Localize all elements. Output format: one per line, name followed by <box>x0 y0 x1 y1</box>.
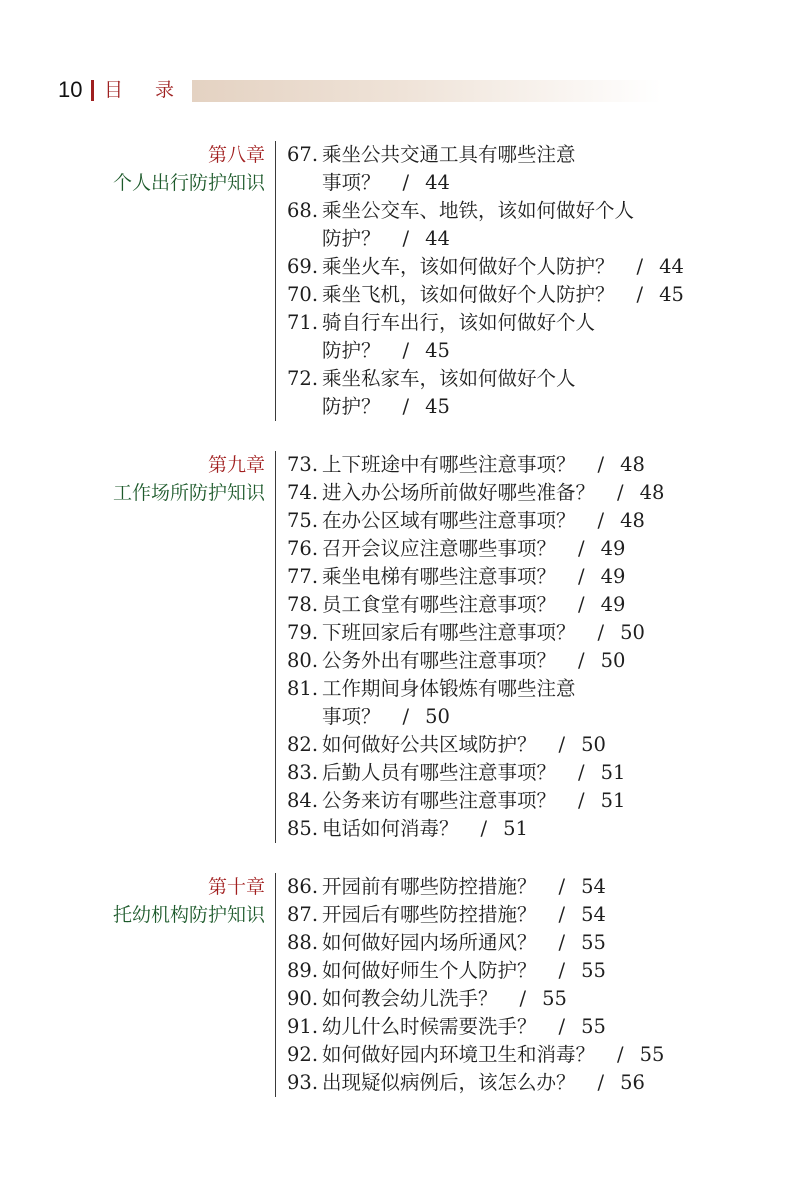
entry-number: 79. <box>287 621 319 644</box>
chapter-heading <box>0 873 265 1097</box>
toc-entry <box>287 1013 664 1041</box>
toc-entry-line <box>287 451 664 479</box>
toc-entry <box>287 591 664 619</box>
page-separator: / <box>558 903 566 926</box>
entry-number: 75. <box>287 509 319 532</box>
entry-number: 69. <box>287 255 319 278</box>
table-of-contents <box>0 141 800 1127</box>
toc-entry-line <box>287 535 664 563</box>
entry-number: 84. <box>287 789 319 812</box>
chapter-title: 工作场所防护知识 <box>112 482 265 504</box>
page-separator: / <box>402 705 410 728</box>
entry-page-number: 51 <box>600 761 626 784</box>
toc-entry-line <box>287 957 664 985</box>
entry-page-number: 49 <box>600 593 626 616</box>
entry-title: 公务来访有哪些注意事项？ <box>322 789 557 812</box>
page-separator: / <box>578 789 585 812</box>
toc-entry <box>287 901 664 929</box>
entry-number: 87. <box>287 903 319 926</box>
page-separator: / <box>558 733 566 756</box>
toc-entry <box>287 731 664 759</box>
toc-entry-line <box>287 337 684 365</box>
toc-entry <box>287 647 664 675</box>
entry-number: 77. <box>287 565 319 588</box>
toc-entry <box>287 197 684 253</box>
entry-number: 85. <box>287 817 319 840</box>
toc-entry <box>287 365 684 421</box>
chapter-entries <box>275 873 664 1097</box>
chapter-heading <box>0 451 265 843</box>
page-separator: / <box>617 481 624 504</box>
toc-entry-line <box>287 393 684 421</box>
entry-page-number: 48 <box>639 481 665 504</box>
entry-title: 事项？ <box>322 171 381 194</box>
toc-entry-line <box>287 591 664 619</box>
toc-entry-line <box>287 141 684 169</box>
entry-number: 92. <box>287 1043 319 1066</box>
chapter-entries <box>275 451 664 843</box>
entry-page-number: 50 <box>425 705 450 728</box>
entry-page-number: 44 <box>425 171 450 194</box>
entry-title: 召开会议应注意哪些事项？ <box>322 537 557 560</box>
chapter-section <box>0 873 800 1097</box>
entry-title: 幼儿什么时候需要洗手？ <box>322 1015 537 1038</box>
entry-number: 86. <box>287 875 319 898</box>
entry-title: 下班回家后有哪些注意事项？ <box>322 621 576 644</box>
page-separator: / <box>597 621 605 644</box>
entry-page-number: 55 <box>639 1043 665 1066</box>
toc-entry <box>287 619 664 647</box>
entry-title: 乘坐火车，该如何做好个人防护？ <box>322 255 615 278</box>
toc-entry <box>287 675 664 731</box>
entry-title: 乘坐公交车、地铁，该如何做好个人 <box>322 199 635 222</box>
toc-entry <box>287 1041 664 1069</box>
page-number-header: 10 <box>58 77 83 102</box>
toc-entry <box>287 957 664 985</box>
chapter-number: 第十章 <box>207 876 265 898</box>
entry-number: 91. <box>287 1015 319 1038</box>
page-separator: / <box>558 1015 566 1038</box>
entry-number: 80. <box>287 649 319 672</box>
entry-number: 70. <box>287 283 319 306</box>
chapter-entries <box>275 141 684 421</box>
entry-page-number: 55 <box>581 959 606 982</box>
entry-title: 如何教会幼儿洗手？ <box>322 987 498 1010</box>
toc-entry-line <box>287 759 664 787</box>
entry-page-number: 50 <box>620 621 645 644</box>
entry-title: 事项？ <box>322 705 381 728</box>
toc-entry <box>287 873 664 901</box>
page-separator: / <box>617 1043 624 1066</box>
toc-entry-line <box>287 929 664 957</box>
page-separator: / <box>578 537 585 560</box>
page-separator: / <box>578 593 585 616</box>
page-separator: / <box>402 339 410 362</box>
chapter-title: 托幼机构防护知识 <box>112 904 265 926</box>
toc-entry-line <box>287 365 684 393</box>
entry-title: 上下班途中有哪些注意事项？ <box>322 453 576 476</box>
toc-entry-line <box>287 985 664 1013</box>
entry-title: 员工食堂有哪些注意事项？ <box>322 593 557 616</box>
entry-title: 在办公区域有哪些注意事项？ <box>322 509 576 532</box>
entry-title: 进入办公场所前做好哪些准备？ <box>322 481 596 504</box>
page-separator: / <box>402 395 410 418</box>
entry-number: 93. <box>287 1071 319 1094</box>
toc-entry-line <box>287 169 684 197</box>
toc-entry <box>287 985 664 1013</box>
page-separator: / <box>636 283 644 306</box>
entry-title: 防护？ <box>322 339 381 362</box>
entry-number: 83. <box>287 761 319 784</box>
toc-entry <box>287 815 664 843</box>
page-separator: / <box>636 255 644 278</box>
entry-title: 如何做好园内环境卫生和消毒？ <box>322 1043 596 1066</box>
entry-title: 骑自行车出行，该如何做好个人 <box>322 311 596 334</box>
toc-entry <box>287 281 684 309</box>
entry-page-number: 51 <box>600 789 626 812</box>
entry-page-number: 54 <box>581 903 606 926</box>
entry-number: 78. <box>287 593 319 616</box>
entry-number: 82. <box>287 733 319 756</box>
toc-entry <box>287 479 664 507</box>
entry-title: 后勤人员有哪些注意事项？ <box>322 761 557 784</box>
toc-entry-line <box>287 815 664 843</box>
toc-entry <box>287 1069 664 1097</box>
entry-page-number: 44 <box>659 255 684 278</box>
page-separator: / <box>578 565 585 588</box>
toc-entry <box>287 929 664 957</box>
entry-page-number: 55 <box>581 1015 606 1038</box>
entry-page-number: 55 <box>542 987 567 1010</box>
toc-entry-line <box>287 901 664 929</box>
page-separator: / <box>402 227 410 250</box>
toc-entry-line <box>287 647 664 675</box>
entry-number: 72. <box>287 367 319 390</box>
entry-number: 90. <box>287 987 319 1010</box>
entry-number: 74. <box>287 481 319 504</box>
toc-entry-line <box>287 253 684 281</box>
toc-entry-line <box>287 507 664 535</box>
toc-entry <box>287 787 664 815</box>
toc-entry-line <box>287 281 684 309</box>
page-separator: / <box>558 875 566 898</box>
entry-number: 76. <box>287 537 319 560</box>
entry-number: 71. <box>287 311 319 334</box>
entry-title: 开园后有哪些防控措施？ <box>322 903 537 926</box>
chapter-heading <box>0 141 265 421</box>
entry-title: 如何做好师生个人防护？ <box>322 959 537 982</box>
toc-entry-line <box>287 309 684 337</box>
page-separator: / <box>558 931 566 954</box>
page-separator: / <box>519 987 527 1010</box>
page-separator: / <box>597 509 605 532</box>
entry-page-number: 50 <box>581 733 606 756</box>
entry-number: 89. <box>287 959 319 982</box>
toc-entry-line <box>287 675 664 703</box>
entry-page-number: 44 <box>425 227 450 250</box>
toc-entry-line <box>287 731 664 759</box>
page-separator: / <box>402 171 410 194</box>
entry-title: 开园前有哪些防控措施？ <box>322 875 537 898</box>
entry-number: 73. <box>287 453 319 476</box>
entry-title: 工作期间身体锻炼有哪些注意 <box>322 677 576 700</box>
toc-entry-line <box>287 1069 664 1097</box>
toc-entry <box>287 507 664 535</box>
entry-title: 乘坐飞机，该如何做好个人防护？ <box>322 283 615 306</box>
toc-entry-line <box>287 787 664 815</box>
toc-entry <box>287 253 684 281</box>
toc-entry <box>287 309 684 365</box>
header-decorative-band <box>192 80 662 102</box>
page-separator: / <box>597 1071 605 1094</box>
entry-title: 如何做好公共区域防护？ <box>322 733 537 756</box>
entry-number: 68. <box>287 199 319 222</box>
entry-title: 如何做好园内场所通风？ <box>322 931 537 954</box>
entry-number: 67. <box>287 143 319 166</box>
page-separator: / <box>480 817 488 840</box>
toc-entry <box>287 563 664 591</box>
toc-entry <box>287 141 684 197</box>
entry-title: 电话如何消毒？ <box>322 817 459 840</box>
entry-page-number: 55 <box>581 931 606 954</box>
toc-entry-line <box>287 563 664 591</box>
entry-page-number: 48 <box>620 509 645 532</box>
entry-title: 乘坐电梯有哪些注意事项？ <box>322 565 557 588</box>
page-title: 目 录 <box>104 79 175 101</box>
chapter-number: 第八章 <box>207 144 265 166</box>
toc-entry-line <box>287 197 684 225</box>
chapter-number: 第九章 <box>207 454 265 476</box>
entry-page-number: 49 <box>600 565 626 588</box>
entry-page-number: 49 <box>600 537 626 560</box>
entry-title: 乘坐私家车，该如何做好个人 <box>322 367 576 390</box>
toc-entry-line <box>287 479 664 507</box>
header-divider <box>91 80 94 101</box>
toc-entry-line <box>287 225 684 253</box>
toc-entry-line <box>287 1013 664 1041</box>
entry-number: 88. <box>287 931 319 954</box>
entry-number: 81. <box>287 677 319 700</box>
entry-page-number: 45 <box>659 283 684 306</box>
chapter-section <box>0 141 800 421</box>
toc-entry-line <box>287 1041 664 1069</box>
toc-entry-line <box>287 619 664 647</box>
entry-page-number: 54 <box>581 875 606 898</box>
entry-title: 乘坐公共交通工具有哪些注意 <box>322 143 576 166</box>
toc-entry <box>287 451 664 479</box>
page-separator: / <box>578 649 585 672</box>
chapter-section <box>0 451 800 843</box>
entry-page-number: 45 <box>425 395 450 418</box>
toc-entry <box>287 535 664 563</box>
entry-page-number: 48 <box>620 453 645 476</box>
page-separator: / <box>578 761 585 784</box>
entry-title: 防护？ <box>322 395 381 418</box>
entry-page-number: 56 <box>620 1071 645 1094</box>
entry-page-number: 51 <box>503 817 528 840</box>
page-separator: / <box>597 453 605 476</box>
entry-page-number: 50 <box>600 649 626 672</box>
entry-title: 出现疑似病例后，该怎么办？ <box>322 1071 576 1094</box>
toc-entry <box>287 759 664 787</box>
entry-title: 防护？ <box>322 227 381 250</box>
toc-entry-line <box>287 703 664 731</box>
page-separator: / <box>558 959 566 982</box>
toc-entry-line <box>287 873 664 901</box>
chapter-title: 个人出行防护知识 <box>112 172 265 194</box>
entry-title: 公务外出有哪些注意事项？ <box>322 649 557 672</box>
entry-page-number: 45 <box>425 339 450 362</box>
